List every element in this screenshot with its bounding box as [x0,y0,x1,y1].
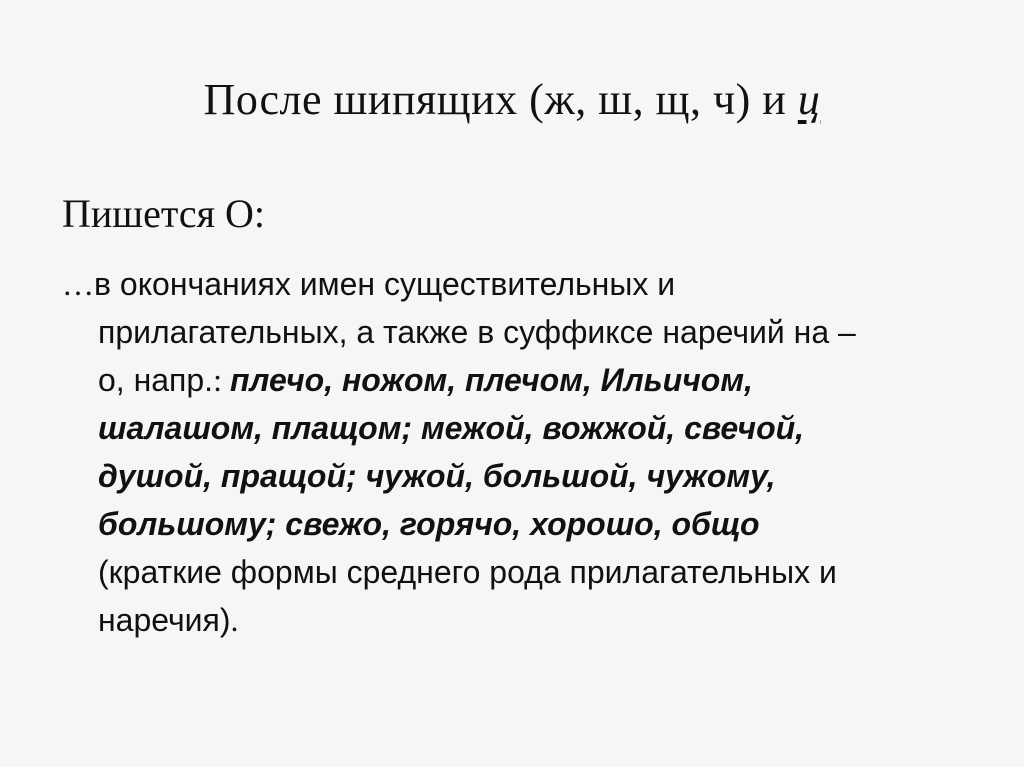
rule-line-3 [62,356,962,404]
examples-line-4: большому; свежо, горячо, хорошо, общо [98,506,760,542]
example-colon: : [213,362,230,398]
rule-note-line-2 [62,596,962,644]
title-main-text: После шипящих (ж, ш, щ, ч) и [203,75,798,124]
examples-line-1: плечо, ножом, плечом, Ильичом, [229,362,753,398]
rule-line-1-text: в окончаниях имен существительных и [94,266,676,302]
examples-line-2: шалашом, плащом; межой, вожжой, свечой, [98,410,805,446]
rule-note-period: . [230,602,239,638]
rule-note-line-1: (краткие формы среднего рода прилагательных и [98,554,837,590]
title-accent-letter: ц [797,75,821,124]
example-intro: о, напр. [98,362,214,398]
rule-paragraph [62,260,962,644]
examples-line-3: душой, пращой; чужой, большой, чужому, [98,458,776,494]
rule-line-1 [62,260,962,308]
ellipsis-lead: … [62,266,94,302]
slide-title [0,70,1024,130]
section-heading: Пишется О: [62,191,265,236]
rule-line-2: прилагательных, а также в суффиксе наречий на – [98,314,856,350]
rule-note-text: наречия) [98,602,231,638]
